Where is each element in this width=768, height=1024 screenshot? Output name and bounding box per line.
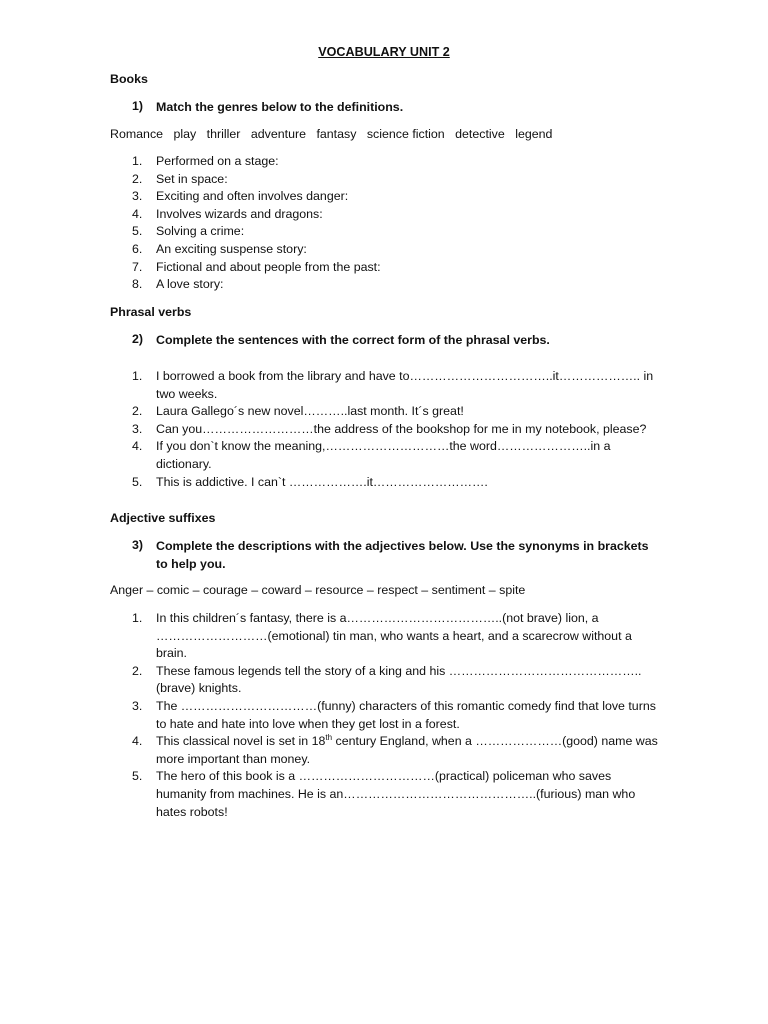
- item-text: Laura Gallego´s new novel………..last month. It´s great!: [156, 404, 464, 419]
- genre-word: science fiction: [366, 127, 445, 141]
- list-item: [132, 206, 662, 224]
- item-number: 7.: [132, 259, 143, 274]
- item-number: 3.: [132, 421, 143, 436]
- item-text: A love story:: [156, 277, 224, 292]
- task-text: Match the genres below to the definitions.: [156, 100, 404, 114]
- section-heading-phrasal-verbs: Phrasal verbs: [110, 305, 192, 319]
- section-heading-adjective-suffixes: Adjective suffixes: [110, 511, 216, 525]
- genre-word: thriller: [206, 127, 241, 141]
- list-item: [132, 241, 662, 259]
- list-item: [132, 421, 664, 439]
- task-number: 2): [132, 332, 144, 346]
- list-item: [132, 768, 662, 821]
- adjective-descriptions-list: [132, 610, 662, 821]
- list-item: [132, 223, 662, 241]
- genre-word: legend: [515, 127, 553, 141]
- item-text: The hero of this book is a ……………………………(practical) policeman who saves humanity from machines. He is an………………………………………..(furious) man who hates robots!: [156, 769, 636, 819]
- task-text: Complete the sentences with the correct form of the phrasal verbs.: [156, 333, 550, 347]
- list-item: [132, 698, 662, 733]
- item-number: 1.: [132, 369, 143, 383]
- item-text: Performed on a stage:: [156, 154, 279, 168]
- item-number: 5.: [132, 769, 143, 784]
- item-number: 5.: [132, 224, 143, 239]
- task-text: Complete the descriptions with the adjectives below. Use the synonyms in brackets to help you.: [156, 539, 649, 571]
- genre-word: adventure: [250, 127, 306, 141]
- item-text: Fictional and about people from the past:: [156, 259, 381, 274]
- item-text: This is addictive. I can`t ……………….it……………………….: [156, 474, 488, 489]
- item-number: 8.: [132, 277, 143, 292]
- list-item: [132, 610, 662, 663]
- list-item: [132, 474, 664, 492]
- genre-word: play: [173, 127, 197, 141]
- list-item: [132, 663, 662, 698]
- list-item: [132, 403, 664, 421]
- list-item: [132, 368, 664, 403]
- item-text: I borrowed a book from the library and have to……………………………..it……………….. in two weeks.: [156, 369, 654, 401]
- item-number: 6.: [132, 241, 143, 256]
- page-title: VOCABULARY UNIT 2: [318, 45, 450, 59]
- task-number: 3): [132, 538, 144, 552]
- task-number: 1): [132, 99, 144, 113]
- item-text: Set in space:: [156, 171, 228, 186]
- list-item: [132, 259, 662, 277]
- item-number: 5.: [132, 474, 143, 489]
- list-item: [132, 438, 664, 473]
- item-text: In this children´s fantasy, there is a………………………………..(not brave) lion, a ………………………(emotional) tin man, who wants a heart, and a scarecrow without a brain.: [156, 611, 632, 661]
- task-1-instruction: [132, 99, 656, 117]
- list-item: [132, 733, 662, 768]
- item-number: 1.: [132, 611, 143, 625]
- item-number: 3.: [132, 698, 143, 713]
- item-text: Solving a crime:: [156, 224, 245, 239]
- item-text: Involves wizards and dragons:: [156, 206, 323, 221]
- adjective-word-bank: Anger – comic – courage – coward – resource – respect – sentiment – spite: [110, 583, 526, 597]
- item-text: If you don`t know the meaning,…………………………the word…………………..in a dictionary.: [156, 439, 611, 471]
- item-number: 3.: [132, 189, 143, 204]
- list-item: [132, 153, 662, 171]
- section-heading-books: Books: [110, 72, 148, 86]
- item-text: Can you………………………the address of the bookshop for me in my notebook, please?: [156, 421, 647, 436]
- genre-word: Romance: [110, 127, 164, 141]
- item-number: 4.: [132, 734, 143, 749]
- item-text: This classical novel is set in 18: [156, 734, 326, 749]
- item-text: An exciting suspense story:: [156, 241, 307, 256]
- item-number: 4.: [132, 439, 143, 454]
- list-item: [132, 188, 662, 206]
- item-text: Exciting and often involves danger:: [156, 189, 349, 204]
- genre-word: detective: [455, 127, 505, 141]
- item-text: The ……………………………(funny) characters of this romantic comedy find that love turns to hate and hate into love when they get lost in a forest.: [156, 698, 656, 731]
- item-number: 4.: [132, 206, 143, 221]
- list-item: [132, 171, 662, 189]
- item-number: 1.: [132, 154, 143, 168]
- item-number: 2.: [132, 663, 143, 678]
- task-3-instruction: [132, 538, 656, 573]
- list-item: [132, 276, 662, 294]
- task-2-instruction: [132, 332, 656, 350]
- phrasal-verbs-list: [132, 368, 664, 491]
- genre-word: fantasy: [316, 127, 357, 141]
- superscript: th: [325, 733, 333, 743]
- item-text: These famous legends tell the story of a king and his ………………………………………..(brave) knights.: [156, 663, 642, 696]
- item-number: 2.: [132, 404, 143, 419]
- item-text: century England, when a …………………(good) name was more important than money.: [156, 734, 658, 766]
- item-number: 2.: [132, 171, 143, 186]
- definitions-list: [132, 153, 662, 294]
- genre-word-bank: [110, 127, 559, 141]
